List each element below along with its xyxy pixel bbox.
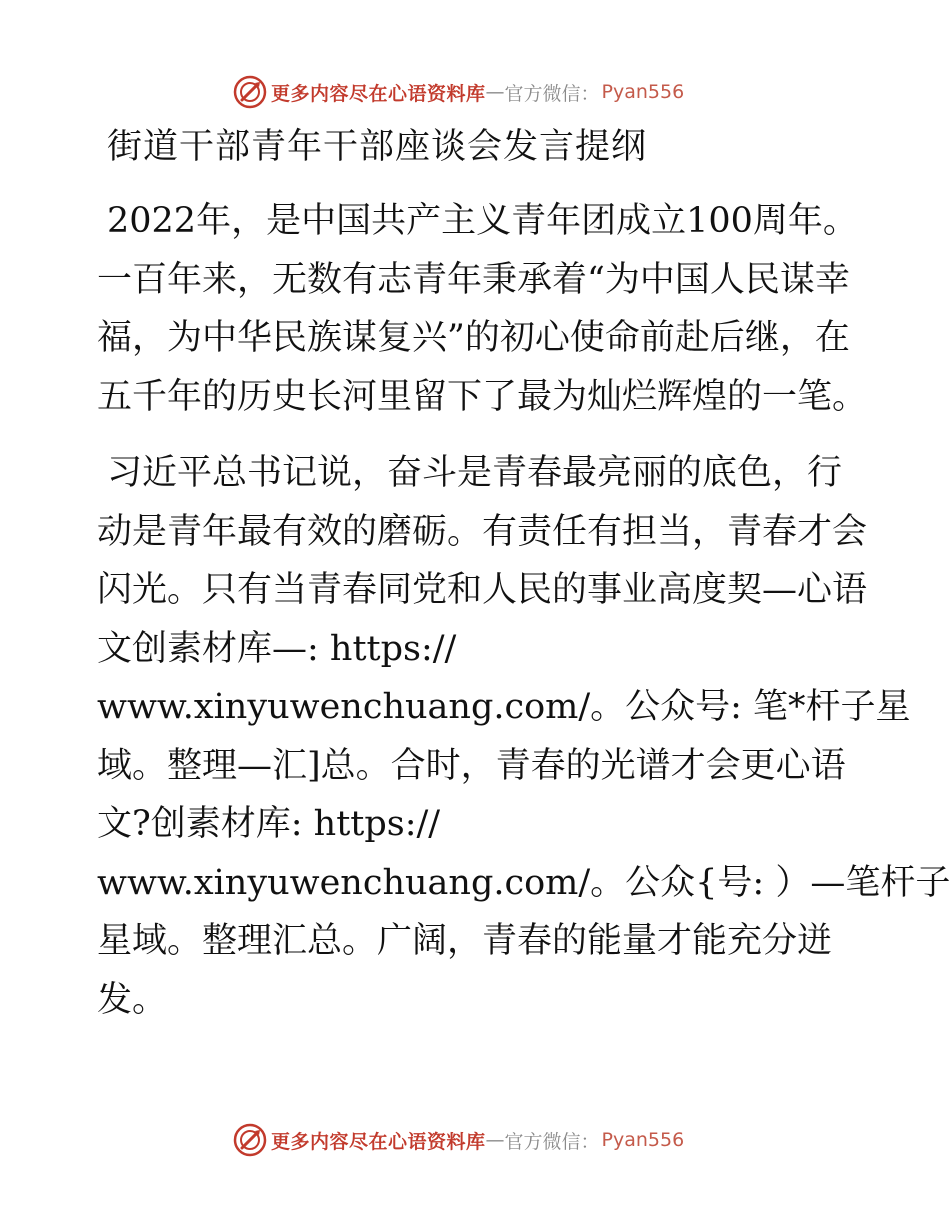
header-banner xyxy=(233,72,684,112)
paragraph-line: 2022年，是中国共产主义青年团成立100周年。 xyxy=(107,201,858,241)
paragraph-line: www.xinyuwenchuang.com/。公众{号: ）—笔杆子 xyxy=(97,862,950,903)
brand-logo-icon xyxy=(233,75,267,109)
paragraph-line: 五千年的历史长河里留下了最为灿烂辉煌的一笔。 xyxy=(97,376,868,417)
document-title: 街道干部青年干部座谈会发言提纲 xyxy=(107,127,648,167)
banner-promo-text: 更多内容尽在心语资料库 xyxy=(271,82,486,105)
banner-wechat-id: Pyan556 xyxy=(601,81,685,103)
paragraph-line: 域。整理—汇]总。合时，青春的光谱才会更心语 xyxy=(97,745,846,786)
paragraph-line: 一百年来，无数有志青年秉承着“为中国人民谋幸 xyxy=(97,259,850,300)
banner-dash: — xyxy=(485,81,505,103)
banner-wechat-id: Pyan556 xyxy=(601,1129,685,1151)
paragraph-line: 文?创素材库: https:// xyxy=(97,804,441,844)
paragraph-line: 发。 xyxy=(97,979,168,1020)
banner-wechat-label: 官方微信： xyxy=(504,1130,600,1153)
paragraph-line: 文创素材库—: https:// xyxy=(97,628,457,669)
paragraph-1 xyxy=(97,192,868,426)
brand-logo-icon xyxy=(233,1123,267,1157)
paragraph-line: 动是青年最有效的磨砺。有责任有担当，青春才会 xyxy=(97,511,868,552)
paragraph-line: 星域。整理汇总。广阔，青春的能量才能充分迸 xyxy=(97,921,833,961)
paragraph-line: www.xinyuwenchuang.com/。公众号: 笔*杆子星 xyxy=(97,687,911,727)
document-body xyxy=(97,118,950,1029)
banner-wechat-label: 官方微信： xyxy=(504,82,600,105)
banner-promo-text: 更多内容尽在心语资料库 xyxy=(271,1130,486,1153)
paragraph-2 xyxy=(97,444,950,1029)
footer-banner xyxy=(233,1120,684,1160)
paragraph-line: 闪光。只有当青春同党和人民的事业高度契—心语 xyxy=(97,570,868,610)
paragraph-line: 习近平总书记说，奋斗是青春最亮丽的底色，行 xyxy=(107,453,843,493)
banner-dash: — xyxy=(485,1129,505,1151)
paragraph-line: 福，为中华民族谋复兴”的初心使命前赴后继，在 xyxy=(97,318,850,358)
